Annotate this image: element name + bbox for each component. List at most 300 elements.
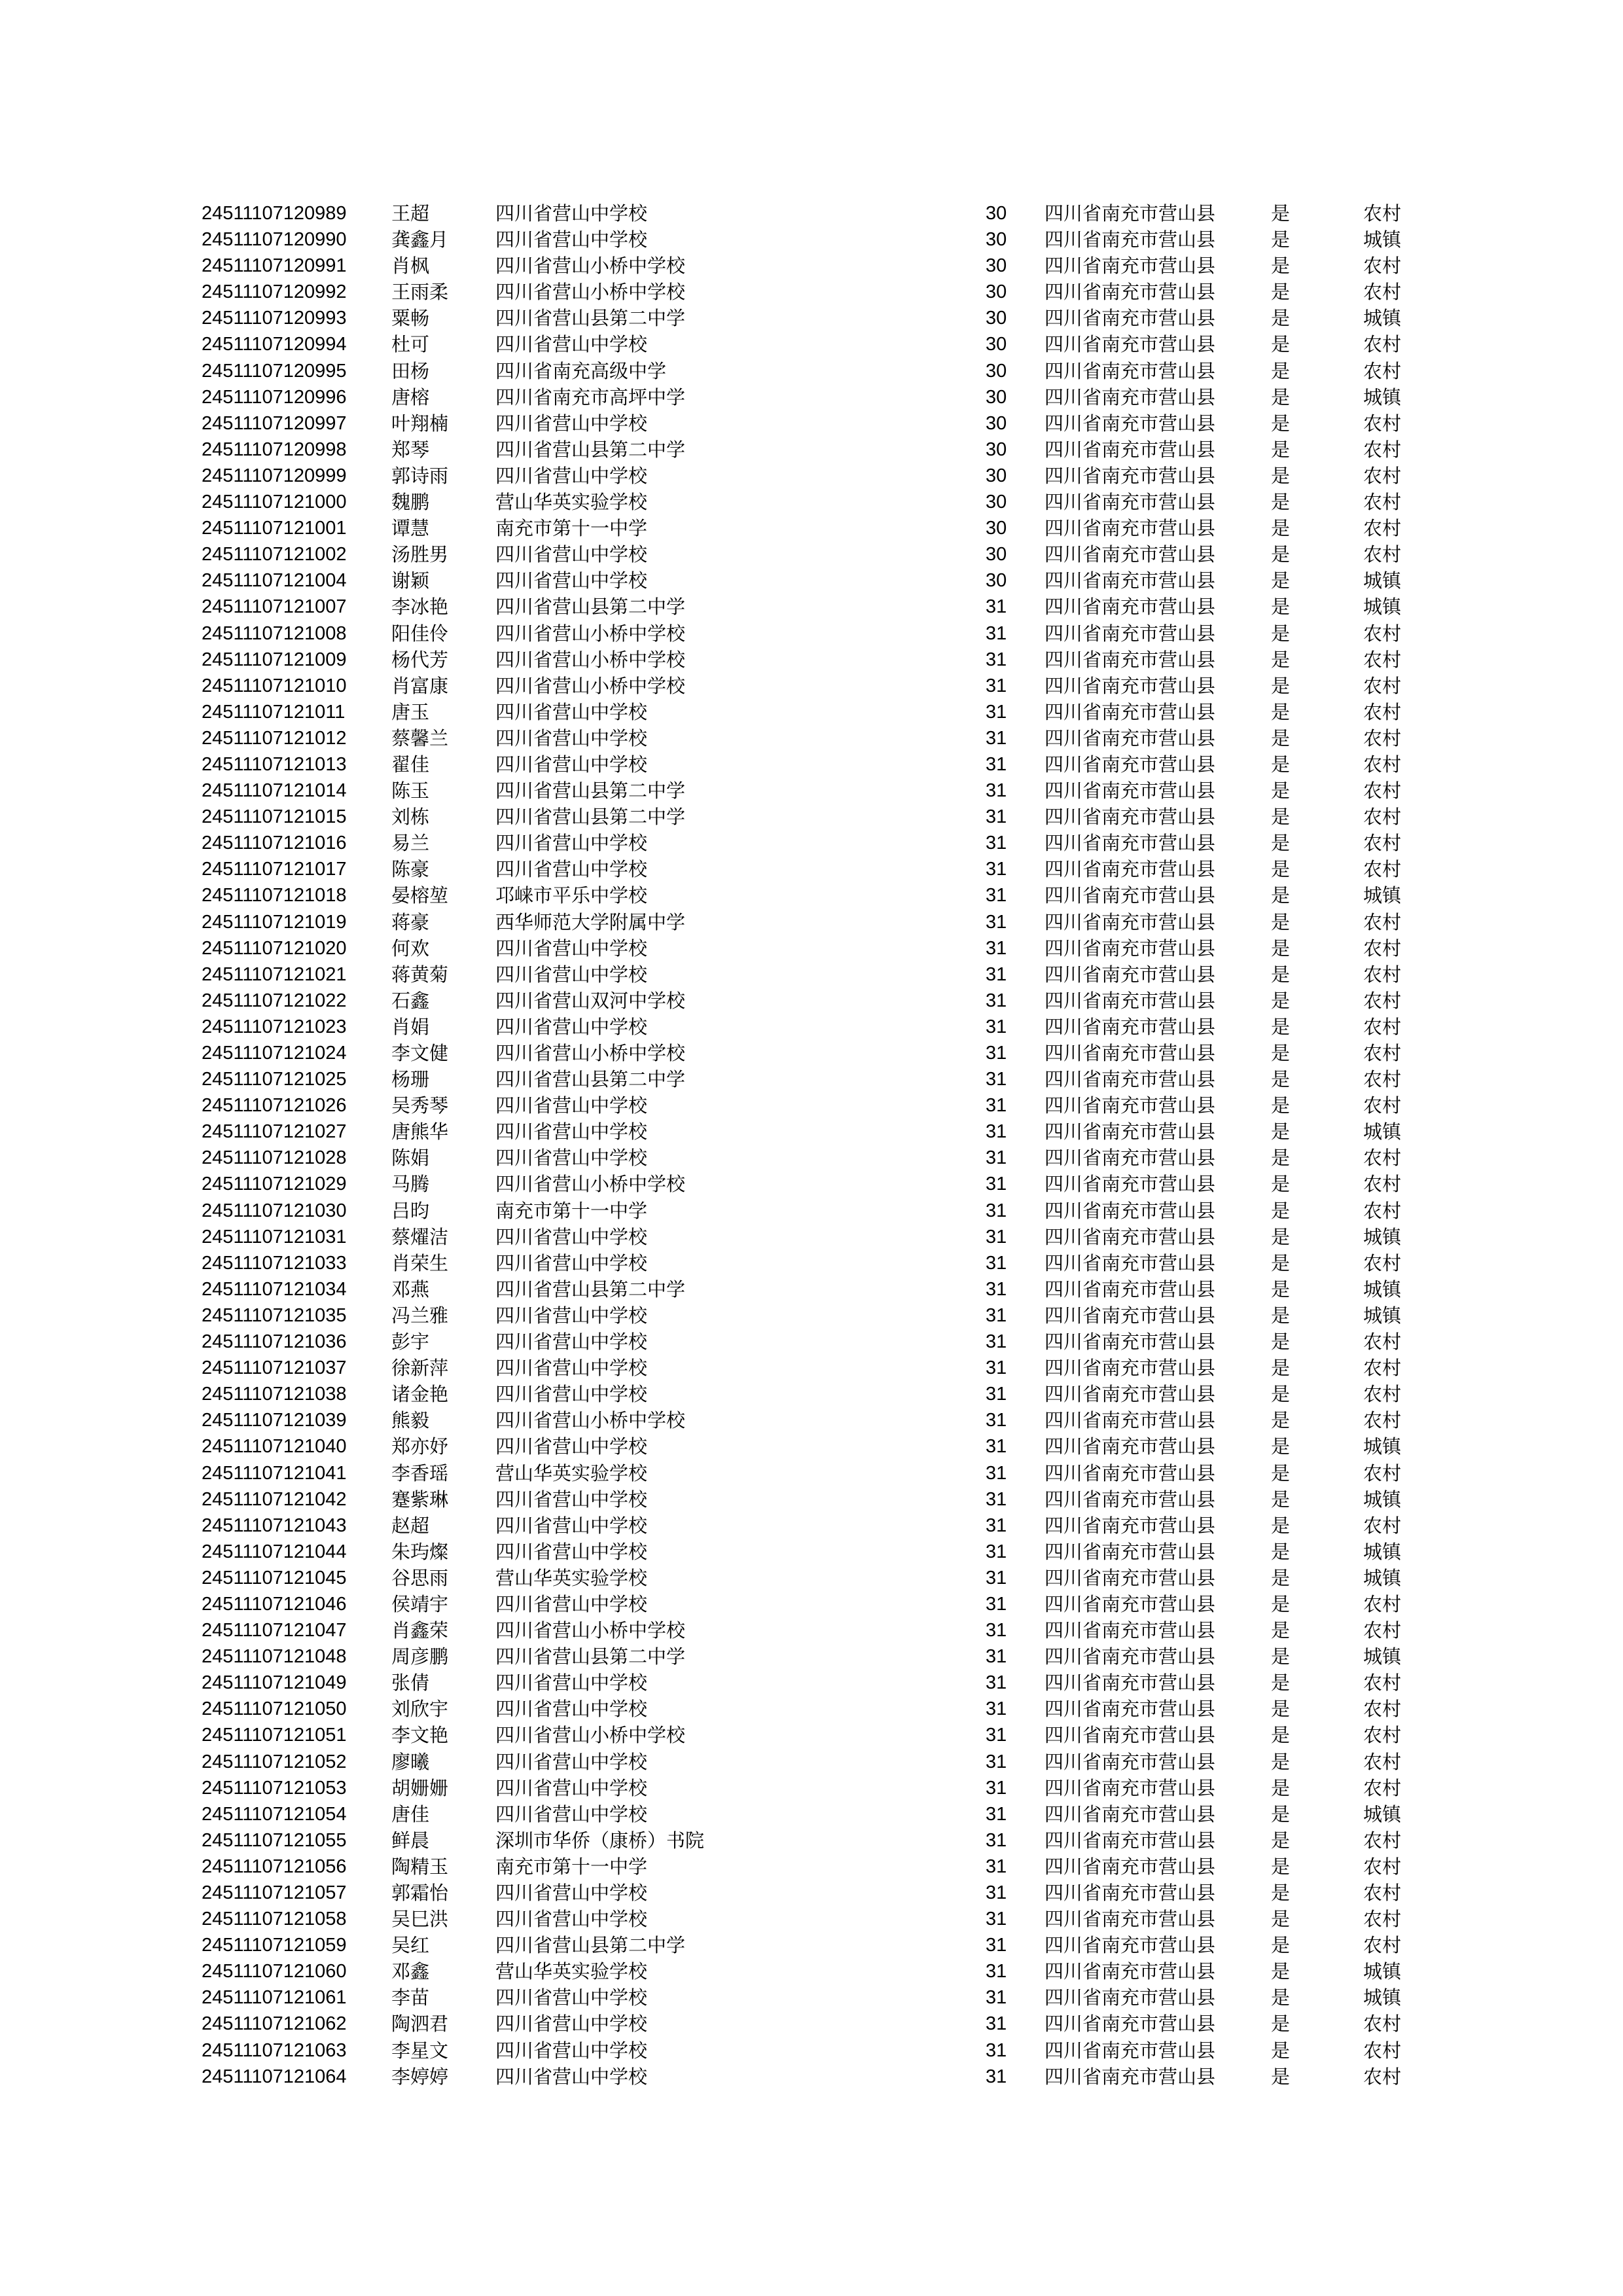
- score-cell: 31: [986, 1909, 1007, 1930]
- region-cell: 四川省南充市营山县: [1044, 307, 1216, 330]
- student-name-cell: 熊毅: [391, 1409, 430, 1432]
- student-name-cell: 蔡馨兰: [391, 726, 449, 749]
- region-cell: 四川省南充市营山县: [1044, 1173, 1216, 1196]
- score-cell: 31: [986, 701, 1007, 723]
- eligibility-flag-cell: 是: [1271, 386, 1291, 408]
- region-cell: 四川省南充市营山县: [1044, 569, 1216, 592]
- school-name-cell: 深圳市华侨（康桥）书院: [495, 1829, 705, 1852]
- score-cell: 31: [986, 1357, 1007, 1379]
- student-name-cell: 肖鑫荣: [391, 1619, 449, 1642]
- student-name-cell: 鲜晨: [391, 1829, 430, 1852]
- school-name-cell: 四川省营山中学校: [495, 858, 648, 881]
- eligibility-flag-cell: 是: [1271, 569, 1291, 592]
- student-name-cell: 李冰艳: [391, 596, 449, 619]
- student-name-cell: 肖荣生: [391, 1251, 449, 1274]
- region-cell: 四川省南充市营山县: [1044, 1147, 1216, 1170]
- school-name-cell: 四川省营山中学校: [495, 1540, 648, 1563]
- residence-type-cell: 农村: [1363, 780, 1402, 802]
- score-cell: 31: [986, 1226, 1007, 1247]
- school-name-cell: 四川省营山县第二中学: [495, 596, 686, 619]
- school-name-cell: 四川省营山中学校: [495, 1251, 648, 1274]
- student-name-cell: 阳佳伶: [391, 622, 449, 645]
- score-cell: 30: [986, 439, 1007, 460]
- table-row: [0, 1880, 1623, 1906]
- residence-type-cell: 农村: [1363, 1514, 1402, 1537]
- table-row: [0, 1014, 1623, 1040]
- table-row: [0, 1670, 1623, 1696]
- residence-type-cell: 农村: [1363, 1934, 1402, 1957]
- exam-number-cell: 24511107121001: [202, 518, 347, 539]
- school-name-cell: 四川省营山中学校: [495, 2039, 648, 2062]
- eligibility-flag-cell: 是: [1271, 1566, 1291, 1589]
- residence-type-cell: 农村: [1363, 412, 1402, 435]
- region-cell: 四川省南充市营山县: [1044, 2065, 1216, 2088]
- school-name-cell: 四川省营山县第二中学: [495, 1068, 686, 1091]
- school-name-cell: 四川省营山双河中学校: [495, 989, 686, 1012]
- region-cell: 四川省南充市营山县: [1044, 1986, 1216, 2009]
- region-cell: 四川省南充市营山县: [1044, 1566, 1216, 1589]
- eligibility-flag-cell: 是: [1271, 937, 1291, 960]
- region-cell: 四川省南充市营山县: [1044, 832, 1216, 855]
- eligibility-flag-cell: 是: [1271, 1645, 1291, 1668]
- eligibility-flag-cell: 是: [1271, 1225, 1291, 1248]
- student-name-cell: 石鑫: [391, 989, 430, 1012]
- residence-type-cell: 农村: [1363, 1147, 1402, 1170]
- school-name-cell: 四川省营山县第二中学: [495, 1934, 686, 1957]
- score-cell: 31: [986, 885, 1007, 906]
- eligibility-flag-cell: 是: [1271, 491, 1291, 514]
- residence-type-cell: 农村: [1363, 1619, 1402, 1642]
- exam-number-cell: 24511107121040: [202, 1436, 347, 1458]
- student-name-cell: 李婷婷: [391, 2065, 449, 2088]
- exam-number-cell: 24511107121044: [202, 1541, 347, 1562]
- residence-type-cell: 农村: [1363, 700, 1402, 723]
- student-name-cell: 刘栋: [391, 806, 430, 829]
- score-cell: 30: [986, 229, 1007, 251]
- eligibility-flag-cell: 是: [1271, 438, 1291, 461]
- eligibility-flag-cell: 是: [1271, 910, 1291, 933]
- student-name-cell: 唐玉: [391, 700, 430, 723]
- school-name-cell: 四川省营山中学校: [495, 963, 648, 986]
- residence-type-cell: 农村: [1363, 1462, 1402, 1484]
- region-cell: 四川省南充市营山县: [1044, 1383, 1216, 1406]
- residence-type-cell: 农村: [1363, 1724, 1402, 1747]
- eligibility-flag-cell: 是: [1271, 1882, 1291, 1904]
- exam-number-cell: 24511107121057: [202, 1882, 347, 1903]
- student-name-cell: 吴红: [391, 1934, 430, 1957]
- eligibility-flag-cell: 是: [1271, 1488, 1291, 1511]
- residence-type-cell: 城镇: [1363, 884, 1402, 907]
- eligibility-flag-cell: 是: [1271, 1619, 1291, 1642]
- score-cell: 31: [986, 963, 1007, 985]
- school-name-cell: 四川省营山小桥中学校: [495, 1619, 686, 1642]
- score-cell: 31: [986, 1882, 1007, 1903]
- exam-number-cell: 24511107120990: [202, 229, 347, 251]
- region-cell: 四川省南充市营山县: [1044, 726, 1216, 749]
- exam-number-cell: 24511107121022: [202, 990, 347, 1011]
- student-name-cell: 郑亦妤: [391, 1435, 449, 1458]
- exam-number-cell: 24511107121064: [202, 2066, 347, 2087]
- residence-type-cell: 城镇: [1363, 569, 1402, 592]
- school-name-cell: 四川省营山中学校: [495, 1776, 648, 1799]
- table-row: [0, 1749, 1623, 1775]
- eligibility-flag-cell: 是: [1271, 2039, 1291, 2062]
- eligibility-flag-cell: 是: [1271, 1724, 1291, 1747]
- region-cell: 四川省南充市营山县: [1044, 1251, 1216, 1274]
- table-row: [0, 1801, 1623, 1827]
- exam-number-cell: 24511107121033: [202, 1252, 347, 1274]
- table-row: [0, 200, 1623, 226]
- score-cell: 31: [986, 1095, 1007, 1117]
- school-name-cell: 四川省营山中学校: [495, 1383, 648, 1406]
- school-name-cell: 四川省营山小桥中学校: [495, 1724, 686, 1747]
- residence-type-cell: 农村: [1363, 753, 1402, 776]
- eligibility-flag-cell: 是: [1271, 1383, 1291, 1406]
- eligibility-flag-cell: 是: [1271, 1908, 1291, 1931]
- score-cell: 30: [986, 386, 1007, 408]
- region-cell: 四川省南充市营山县: [1044, 2013, 1216, 2036]
- table-row: [0, 2037, 1623, 2064]
- student-name-cell: 唐榕: [391, 386, 430, 408]
- score-cell: 30: [986, 308, 1007, 329]
- student-name-cell: 王超: [391, 202, 430, 224]
- region-cell: 四川省南充市营山县: [1044, 1855, 1216, 1878]
- table-row: [0, 935, 1623, 961]
- school-name-cell: 四川省营山中学校: [495, 1225, 648, 1248]
- eligibility-flag-cell: 是: [1271, 1986, 1291, 2009]
- eligibility-flag-cell: 是: [1271, 1304, 1291, 1327]
- table-row: [0, 1643, 1623, 1670]
- region-cell: 四川省南充市营山县: [1044, 1776, 1216, 1799]
- score-cell: 31: [986, 649, 1007, 670]
- exam-number-cell: 24511107121060: [202, 1961, 347, 1982]
- table-row: [0, 463, 1623, 489]
- table-row: [0, 226, 1623, 253]
- residence-type-cell: 城镇: [1363, 1278, 1402, 1300]
- student-name-cell: 马腾: [391, 1173, 430, 1196]
- residence-type-cell: 农村: [1363, 202, 1402, 224]
- table-row: [0, 856, 1623, 882]
- eligibility-flag-cell: 是: [1271, 884, 1291, 907]
- table-row: [0, 1984, 1623, 2011]
- region-cell: 四川省南充市营山县: [1044, 674, 1216, 697]
- student-name-cell: 刘欣宇: [391, 1698, 449, 1721]
- table-row: [0, 1145, 1623, 1171]
- student-name-cell: 粟畅: [391, 307, 430, 330]
- table-row: [0, 305, 1623, 331]
- residence-type-cell: 农村: [1363, 832, 1402, 855]
- region-cell: 四川省南充市营山县: [1044, 202, 1216, 224]
- student-name-cell: 魏鹏: [391, 491, 430, 514]
- school-name-cell: 四川省营山中学校: [495, 1435, 648, 1458]
- score-cell: 31: [986, 1174, 1007, 1195]
- score-cell: 30: [986, 544, 1007, 565]
- region-cell: 四川省南充市营山县: [1044, 622, 1216, 645]
- region-cell: 四川省南充市营山县: [1044, 753, 1216, 776]
- school-name-cell: 四川省营山小桥中学校: [495, 674, 686, 697]
- student-name-cell: 李香瑶: [391, 1462, 449, 1484]
- table-row: [0, 778, 1623, 804]
- region-cell: 四川省南充市营山县: [1044, 596, 1216, 619]
- eligibility-flag-cell: 是: [1271, 858, 1291, 881]
- school-name-cell: 四川省营山县第二中学: [495, 438, 686, 461]
- region-cell: 四川省南充市营山县: [1044, 543, 1216, 566]
- region-cell: 四川省南充市营山县: [1044, 491, 1216, 514]
- table-row: [0, 1513, 1623, 1539]
- residence-type-cell: 农村: [1363, 1173, 1402, 1196]
- table-row: [0, 331, 1623, 357]
- region-cell: 四川省南充市营山县: [1044, 228, 1216, 251]
- score-cell: 31: [986, 937, 1007, 959]
- region-cell: 四川省南充市营山县: [1044, 1540, 1216, 1563]
- residence-type-cell: 农村: [1363, 1068, 1402, 1091]
- residence-type-cell: 农村: [1363, 1698, 1402, 1721]
- school-name-cell: 四川省营山县第二中学: [495, 780, 686, 802]
- score-cell: 31: [986, 1987, 1007, 2009]
- eligibility-flag-cell: 是: [1271, 1829, 1291, 1852]
- school-name-cell: 四川省营山中学校: [495, 832, 648, 855]
- score-cell: 31: [986, 1620, 1007, 1641]
- table-row: [0, 1250, 1623, 1276]
- residence-type-cell: 农村: [1363, 491, 1402, 514]
- residence-type-cell: 农村: [1363, 1015, 1402, 1038]
- exam-number-cell: 24511107121055: [202, 1829, 347, 1851]
- student-name-cell: 邓燕: [391, 1278, 430, 1300]
- region-cell: 四川省南充市营山县: [1044, 412, 1216, 435]
- exam-number-cell: 24511107121020: [202, 937, 347, 959]
- student-name-cell: 陶泗君: [391, 2013, 449, 2036]
- exam-number-cell: 24511107121041: [202, 1462, 347, 1484]
- score-cell: 31: [986, 1856, 1007, 1877]
- table-row: [0, 1355, 1623, 1381]
- residence-type-cell: 城镇: [1363, 1304, 1402, 1327]
- residence-type-cell: 城镇: [1363, 596, 1402, 619]
- exam-number-cell: 24511107121054: [202, 1803, 347, 1825]
- school-name-cell: 四川省营山中学校: [495, 202, 648, 224]
- school-name-cell: 四川省营山小桥中学校: [495, 1409, 686, 1432]
- eligibility-flag-cell: 是: [1271, 674, 1291, 697]
- eligibility-flag-cell: 是: [1271, 1750, 1291, 1773]
- residence-type-cell: 农村: [1363, 989, 1402, 1012]
- student-name-cell: 陈娟: [391, 1147, 430, 1170]
- exam-number-cell: 24511107121062: [202, 2013, 347, 2035]
- residence-type-cell: 城镇: [1363, 386, 1402, 408]
- eligibility-flag-cell: 是: [1271, 1462, 1291, 1484]
- exam-number-cell: 24511107121042: [202, 1488, 347, 1510]
- school-name-cell: 四川省营山中学校: [495, 1514, 648, 1537]
- score-cell: 31: [986, 1672, 1007, 1694]
- school-name-cell: 营山华英实验学校: [495, 491, 648, 514]
- student-name-cell: 郭霜怡: [391, 1882, 449, 1904]
- residence-type-cell: 农村: [1363, 333, 1402, 356]
- exam-number-cell: 24511107121007: [202, 596, 347, 618]
- school-name-cell: 四川省营山中学校: [495, 569, 648, 592]
- residence-type-cell: 农村: [1363, 622, 1402, 645]
- table-row: [0, 489, 1623, 515]
- school-name-cell: 南充市第十一中学: [495, 1199, 648, 1222]
- eligibility-flag-cell: 是: [1271, 1278, 1291, 1300]
- table-row: [0, 1932, 1623, 1958]
- region-cell: 四川省南充市营山县: [1044, 1698, 1216, 1721]
- score-cell: 31: [986, 859, 1007, 880]
- exam-number-cell: 24511107121035: [202, 1304, 347, 1326]
- table-row: [0, 1696, 1623, 1722]
- exam-number-cell: 24511107121019: [202, 911, 347, 933]
- exam-number-cell: 24511107120989: [202, 203, 347, 224]
- exam-number-cell: 24511107120996: [202, 386, 347, 408]
- exam-number-cell: 24511107121002: [202, 544, 347, 565]
- table-row: [0, 279, 1623, 305]
- school-name-cell: 四川省营山中学校: [495, 228, 648, 251]
- score-cell: 31: [986, 1488, 1007, 1510]
- eligibility-flag-cell: 是: [1271, 963, 1291, 986]
- region-cell: 四川省南充市营山县: [1044, 438, 1216, 461]
- table-row: [0, 541, 1623, 567]
- school-name-cell: 四川省营山中学校: [495, 1488, 648, 1511]
- school-name-cell: 四川省营山中学校: [495, 1750, 648, 1773]
- school-name-cell: 四川省营山中学校: [495, 333, 648, 356]
- table-row: [0, 1958, 1623, 1984]
- region-cell: 四川省南充市营山县: [1044, 464, 1216, 487]
- school-name-cell: 四川省营山中学校: [495, 1672, 648, 1695]
- score-cell: 31: [986, 675, 1007, 696]
- score-cell: 31: [986, 1384, 1007, 1405]
- region-cell: 四川省南充市营山县: [1044, 1803, 1216, 1825]
- table-row: [0, 594, 1623, 620]
- table-row: [0, 384, 1623, 410]
- score-cell: 31: [986, 990, 1007, 1011]
- student-name-cell: 蒋黄菊: [391, 963, 449, 986]
- score-cell: 31: [986, 1069, 1007, 1090]
- eligibility-flag-cell: 是: [1271, 700, 1291, 723]
- school-name-cell: 四川省营山中学校: [495, 1803, 648, 1825]
- eligibility-flag-cell: 是: [1271, 1173, 1291, 1196]
- score-cell: 30: [986, 492, 1007, 513]
- region-cell: 四川省南充市营山县: [1044, 1829, 1216, 1852]
- residence-type-cell: 农村: [1363, 281, 1402, 304]
- student-name-cell: 李苗: [391, 1986, 430, 2009]
- score-cell: 31: [986, 1567, 1007, 1588]
- region-cell: 四川省南充市营山县: [1044, 281, 1216, 304]
- student-name-cell: 翟佳: [391, 753, 430, 776]
- score-cell: 31: [986, 1593, 1007, 1615]
- exam-number-cell: 24511107121043: [202, 1515, 347, 1536]
- region-cell: 四川省南充市营山县: [1044, 1199, 1216, 1222]
- table-row: [0, 1381, 1623, 1407]
- eligibility-flag-cell: 是: [1271, 1540, 1291, 1563]
- exam-number-cell: 24511107121037: [202, 1357, 347, 1379]
- residence-type-cell: 农村: [1363, 1855, 1402, 1878]
- table-row: [0, 1565, 1623, 1591]
- score-cell: 31: [986, 1725, 1007, 1746]
- eligibility-flag-cell: 是: [1271, 1042, 1291, 1064]
- eligibility-flag-cell: 是: [1271, 464, 1291, 487]
- school-name-cell: 营山华英实验学校: [495, 1960, 648, 1983]
- residence-type-cell: 城镇: [1363, 1435, 1402, 1458]
- exam-number-cell: 24511107121056: [202, 1856, 347, 1877]
- score-cell: 31: [986, 727, 1007, 749]
- eligibility-flag-cell: 是: [1271, 543, 1291, 566]
- eligibility-flag-cell: 是: [1271, 1672, 1291, 1695]
- school-name-cell: 四川省营山中学校: [495, 1331, 648, 1354]
- eligibility-flag-cell: 是: [1271, 1147, 1291, 1170]
- exam-number-cell: 24511107121030: [202, 1200, 347, 1221]
- exam-number-cell: 24511107121049: [202, 1672, 347, 1694]
- exam-number-cell: 24511107121025: [202, 1069, 347, 1090]
- score-cell: 31: [986, 753, 1007, 775]
- eligibility-flag-cell: 是: [1271, 1592, 1291, 1615]
- residence-type-cell: 城镇: [1363, 307, 1402, 330]
- eligibility-flag-cell: 是: [1271, 2065, 1291, 2088]
- student-name-cell: 廖曦: [391, 1750, 430, 1773]
- table-row: [0, 253, 1623, 279]
- student-name-cell: 徐新萍: [391, 1357, 449, 1380]
- region-cell: 四川省南充市营山县: [1044, 1225, 1216, 1248]
- eligibility-flag-cell: 是: [1271, 1855, 1291, 1878]
- score-cell: 31: [986, 1436, 1007, 1458]
- score-cell: 31: [986, 1147, 1007, 1169]
- table-row: [0, 1722, 1623, 1748]
- eligibility-flag-cell: 是: [1271, 228, 1291, 251]
- region-cell: 四川省南充市营山县: [1044, 1908, 1216, 1931]
- eligibility-flag-cell: 是: [1271, 255, 1291, 278]
- score-cell: 31: [986, 806, 1007, 828]
- school-name-cell: 营山华英实验学校: [495, 1566, 648, 1589]
- exam-number-cell: 24511107121061: [202, 1987, 347, 2009]
- eligibility-flag-cell: 是: [1271, 1409, 1291, 1432]
- eligibility-flag-cell: 是: [1271, 2013, 1291, 2036]
- school-name-cell: 四川省营山县第二中学: [495, 307, 686, 330]
- exam-number-cell: 24511107121031: [202, 1226, 347, 1247]
- score-cell: 30: [986, 203, 1007, 224]
- school-name-cell: 四川省营山中学校: [495, 1698, 648, 1721]
- residence-type-cell: 城镇: [1363, 1566, 1402, 1589]
- school-name-cell: 西华师范大学附属中学: [495, 910, 686, 933]
- table-row: [0, 620, 1623, 647]
- table-row: [0, 647, 1623, 673]
- student-name-cell: 郭诗雨: [391, 464, 449, 487]
- exam-number-cell: 24511107121038: [202, 1384, 347, 1405]
- school-name-cell: 四川省营山中学校: [495, 543, 648, 566]
- eligibility-flag-cell: 是: [1271, 1435, 1291, 1458]
- student-name-cell: 杨珊: [391, 1068, 430, 1091]
- score-cell: 31: [986, 1410, 1007, 1431]
- eligibility-flag-cell: 是: [1271, 1121, 1291, 1143]
- region-cell: 四川省南充市营山县: [1044, 1488, 1216, 1511]
- student-name-cell: 冯兰雅: [391, 1304, 449, 1327]
- score-cell: 31: [986, 2066, 1007, 2087]
- region-cell: 四川省南充市营山县: [1044, 1278, 1216, 1300]
- table-row: [0, 1066, 1623, 1092]
- school-name-cell: 四川省营山小桥中学校: [495, 1173, 686, 1196]
- exam-number-cell: 24511107120991: [202, 255, 347, 277]
- exam-number-cell: 24511107121021: [202, 963, 347, 985]
- table-row: [0, 699, 1623, 725]
- student-name-cell: 蒋豪: [391, 910, 430, 933]
- residence-type-cell: 农村: [1363, 438, 1402, 461]
- exam-number-cell: 24511107121016: [202, 833, 347, 854]
- region-cell: 四川省南充市营山县: [1044, 386, 1216, 408]
- table-row: [0, 1302, 1623, 1329]
- score-cell: 31: [986, 622, 1007, 644]
- exam-number-cell: 24511107121011: [202, 701, 346, 723]
- residence-type-cell: 农村: [1363, 1592, 1402, 1615]
- score-cell: 31: [986, 1541, 1007, 1562]
- residence-type-cell: 城镇: [1363, 1225, 1402, 1248]
- score-cell: 30: [986, 255, 1007, 277]
- table-row: [0, 1407, 1623, 1433]
- school-name-cell: 四川省营山小桥中学校: [495, 1042, 686, 1064]
